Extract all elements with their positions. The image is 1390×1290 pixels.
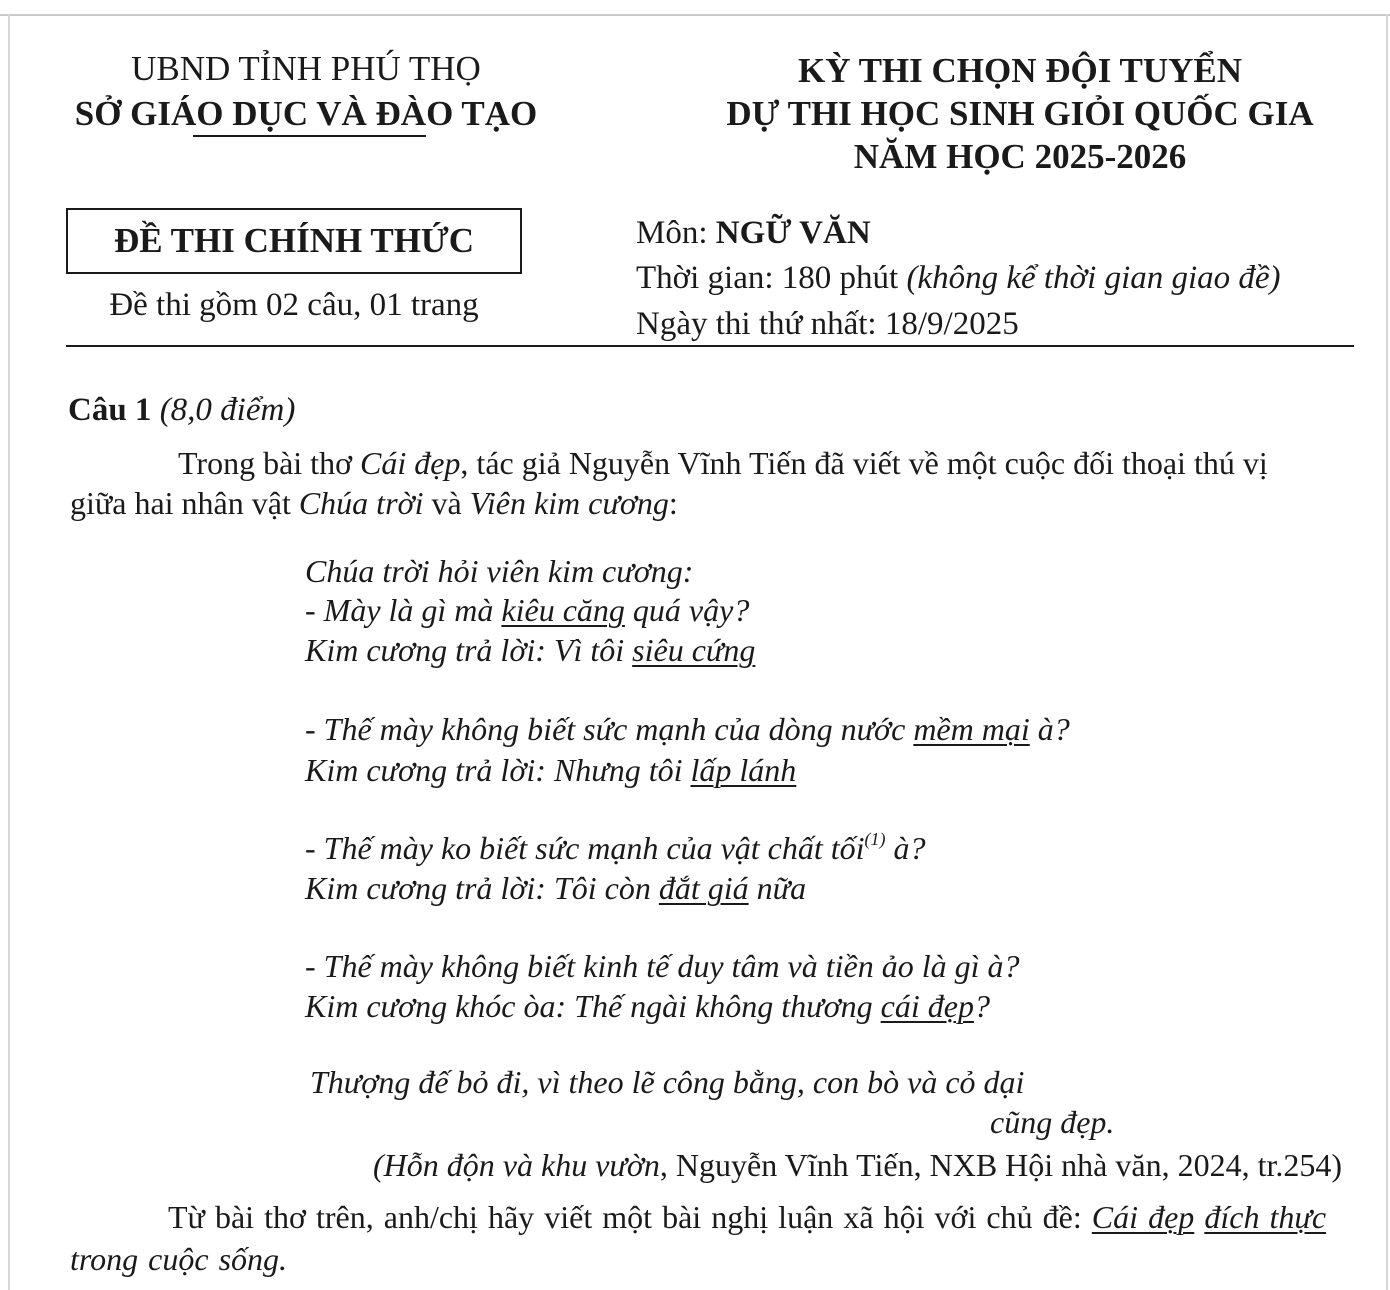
poem-line xyxy=(305,590,749,630)
poem-line: cũng đẹp. xyxy=(990,1104,1115,1140)
poem-line: Thượng đế bỏ đi, vì theo lẽ công bằng, con bò và cỏ dại xyxy=(310,1064,1025,1100)
poem-text: - Mày là gì mà xyxy=(305,592,502,628)
footnote-marker: (1) xyxy=(864,829,886,849)
pages-note: Đề thi gồm 02 câu, 01 trang xyxy=(109,287,479,323)
character-name: Viên kim cương xyxy=(469,485,669,521)
poem-line xyxy=(305,709,1070,749)
question1-title: Câu 1 xyxy=(68,392,152,428)
page-border-top xyxy=(0,14,1390,16)
exam-title-line1: KỲ THI CHỌN ĐỘI TUYỂN xyxy=(797,51,1243,90)
intro-line1 xyxy=(178,442,1268,484)
poem-line: - Thế mày không biết kinh tế duy tâm và tiền ảo là gì à? xyxy=(305,948,1020,984)
poem-underlined-word: lấp lánh xyxy=(690,752,797,788)
poem-underlined-word: siêu cứng xyxy=(632,632,756,668)
official-exam-label: ĐỀ THI CHÍNH THỨC xyxy=(113,221,475,260)
intro-text: giữa hai nhân vật xyxy=(70,485,299,521)
poem-line: Chúa trời hỏi viên kim cương: xyxy=(305,553,694,589)
poem-text: Kim cương trả lời: Vì tôi xyxy=(305,632,633,668)
poem-line xyxy=(305,630,755,670)
poem-source xyxy=(373,1144,1342,1186)
agency-line1: UBND TỈNH PHÚ THỌ xyxy=(131,49,481,88)
poem-text: quá vậy? xyxy=(624,592,750,628)
poem-underlined-word: mềm mại xyxy=(913,711,1030,747)
task-text: Từ bài thơ trên, anh/chị hãy viết một bài nghị luận xã hội với chủ đề: xyxy=(168,1199,1092,1235)
poem-text: - Thế mày không biết sức mạnh của dòng nước xyxy=(305,711,914,747)
poem-text: à? xyxy=(885,830,926,866)
task-topic: đích thực xyxy=(1204,1199,1327,1235)
time-note: (không kể thời gian giao đề) xyxy=(906,260,1281,296)
poem-text: nữa xyxy=(748,870,807,906)
page-border-right xyxy=(1386,14,1388,1290)
character-name: Chúa trời xyxy=(298,485,424,521)
page-border-left xyxy=(8,14,10,1290)
exam-title-line3: NĂM HỌC 2025-2026 xyxy=(853,137,1187,176)
poem-text: ? xyxy=(973,988,990,1024)
header-divider xyxy=(66,345,1354,347)
intro-line2 xyxy=(70,482,678,524)
poem-text: Kim cương khóc òa: Thế ngài không thương xyxy=(305,988,881,1024)
subject-line xyxy=(636,211,871,255)
task-topic: Cái đẹp xyxy=(1091,1199,1195,1235)
task-text: trong cuộc sống. xyxy=(70,1241,288,1277)
source-text: ( xyxy=(373,1147,384,1183)
source-book-title: Hỗn độn và khu vườn xyxy=(383,1147,660,1183)
poem-text: Kim cương trả lời: Nhưng tôi xyxy=(305,752,691,788)
agency-underline xyxy=(193,135,426,137)
subject-value: NGỮ VĂN xyxy=(715,215,871,251)
poem-underlined-word: cái đẹp xyxy=(880,988,974,1024)
intro-text: và xyxy=(423,485,470,521)
poem-underlined-word: kiêu căng xyxy=(501,592,625,628)
exam-title-line2: DỰ THI HỌC SINH GIỎI QUỐC GIA xyxy=(726,94,1314,133)
intro-text: : xyxy=(668,485,678,521)
poem-text: - Thế mày ko biết sức mạnh của vật chất tối xyxy=(305,830,865,866)
poem-line xyxy=(305,828,926,868)
intro-text: , tác giả Nguyễn Vĩnh Tiến đã viết về một cuộc đối thoại thú vị xyxy=(460,445,1268,481)
subject-label: Môn: xyxy=(636,215,708,251)
poem-text: à? xyxy=(1029,711,1070,747)
source-text: , Nguyễn Vĩnh Tiến, NXB Hội nhà văn, 2024, tr.254) xyxy=(659,1147,1342,1183)
exam-date: Ngày thi thứ nhất: 18/9/2025 xyxy=(636,306,1019,342)
time-label: Thời gian: 180 phút xyxy=(636,260,899,296)
poem-line xyxy=(305,750,796,790)
question1-points: (8,0 điểm) xyxy=(159,392,296,428)
poem-title: Cái đẹp xyxy=(359,445,461,481)
time-line xyxy=(636,256,1281,300)
official-exam-box xyxy=(66,208,522,274)
poem-line xyxy=(305,868,806,908)
question1-task xyxy=(70,1196,1326,1280)
poem-underlined-word: đắt giá xyxy=(658,870,749,906)
poem-text: Kim cương trả lời: Tôi còn xyxy=(305,870,659,906)
agency-line2: SỞ GIÁO DỤC VÀ ĐÀO TẠO xyxy=(74,94,538,133)
poem-line xyxy=(305,986,990,1026)
intro-text: Trong bài thơ xyxy=(178,445,360,481)
question1-heading xyxy=(68,388,295,432)
